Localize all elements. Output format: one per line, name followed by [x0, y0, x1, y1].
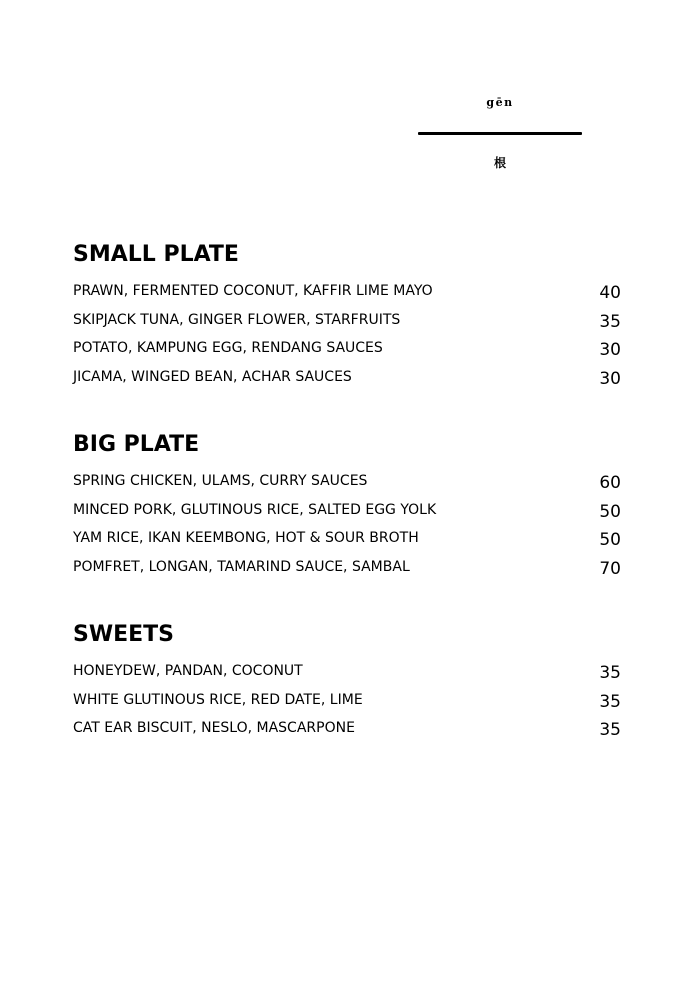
menu-item-price: 70	[599, 558, 621, 579]
menu-item-price: 40	[599, 283, 621, 303]
menu-item	[73, 339, 633, 368]
section-title: SMALL PLATE	[73, 242, 239, 267]
menu-item-name: YAM RICE, IKAN KEEMBONG, HOT & SOUR BROTH	[73, 530, 419, 547]
menu-item-price: 35	[599, 663, 621, 683]
logo-divider	[418, 132, 582, 135]
menu-item	[73, 558, 633, 587]
menu-item-price: 60	[599, 473, 621, 493]
menu-item-name: HONEYDEW, PANDAN, COCONUT	[73, 663, 303, 679]
menu-item	[73, 282, 633, 311]
menu-item	[73, 501, 633, 530]
menu-section-big-plate	[73, 432, 633, 586]
menu-item-price: 30	[599, 340, 621, 361]
menu-item-price: 35	[599, 691, 621, 712]
menu-item	[73, 719, 633, 748]
logo-name: gēn	[486, 96, 514, 109]
menu-item	[73, 691, 633, 720]
menu-item-name: WHITE GLUTINOUS RICE, RED DATE, LIME	[73, 691, 363, 708]
menu-item-name: SPRING CHICKEN, ULAMS, CURRY SAUCES	[73, 473, 368, 489]
menu-item-price: 35	[599, 311, 621, 332]
restaurant-logo	[418, 96, 582, 170]
section-title: BIG PLATE	[73, 432, 200, 457]
menu-section-sweets	[73, 622, 633, 748]
menu-item-name: POTATO, KAMPUNG EGG, RENDANG SAUCES	[73, 340, 383, 357]
menu-item-name: POMFRET, LONGAN, TAMARIND SAUCE, SAMBAL	[73, 558, 410, 575]
menu-item-name: JICAMA, WINGED BEAN, ACHAR SAUCES	[73, 368, 352, 385]
menu-item	[73, 368, 633, 397]
menu-item-name: CAT EAR BISCUIT, NESLO, MASCARPONE	[73, 720, 355, 737]
menu-item-price: 30	[599, 368, 621, 389]
menu-item-price: 35	[599, 720, 621, 741]
logo-chinese-character: 根	[493, 156, 506, 170]
menu-item	[73, 529, 633, 558]
menu-item-price: 50	[599, 530, 621, 551]
menu-item-name: MINCED PORK, GLUTINOUS RICE, SALTED EGG YOLK	[73, 501, 437, 518]
menu-item	[73, 472, 633, 501]
menu-item-price: 50	[599, 501, 621, 522]
menu-item	[73, 311, 633, 340]
menu-item-name: PRAWN, FERMENTED COCONUT, KAFFIR LIME MAYO	[73, 283, 433, 299]
menu-section-small-plate	[73, 242, 633, 396]
menu-item-name: SKIPJACK TUNA, GINGER FLOWER, STARFRUITS	[73, 311, 401, 328]
section-title: SWEETS	[73, 622, 175, 647]
menu-item	[73, 662, 633, 691]
